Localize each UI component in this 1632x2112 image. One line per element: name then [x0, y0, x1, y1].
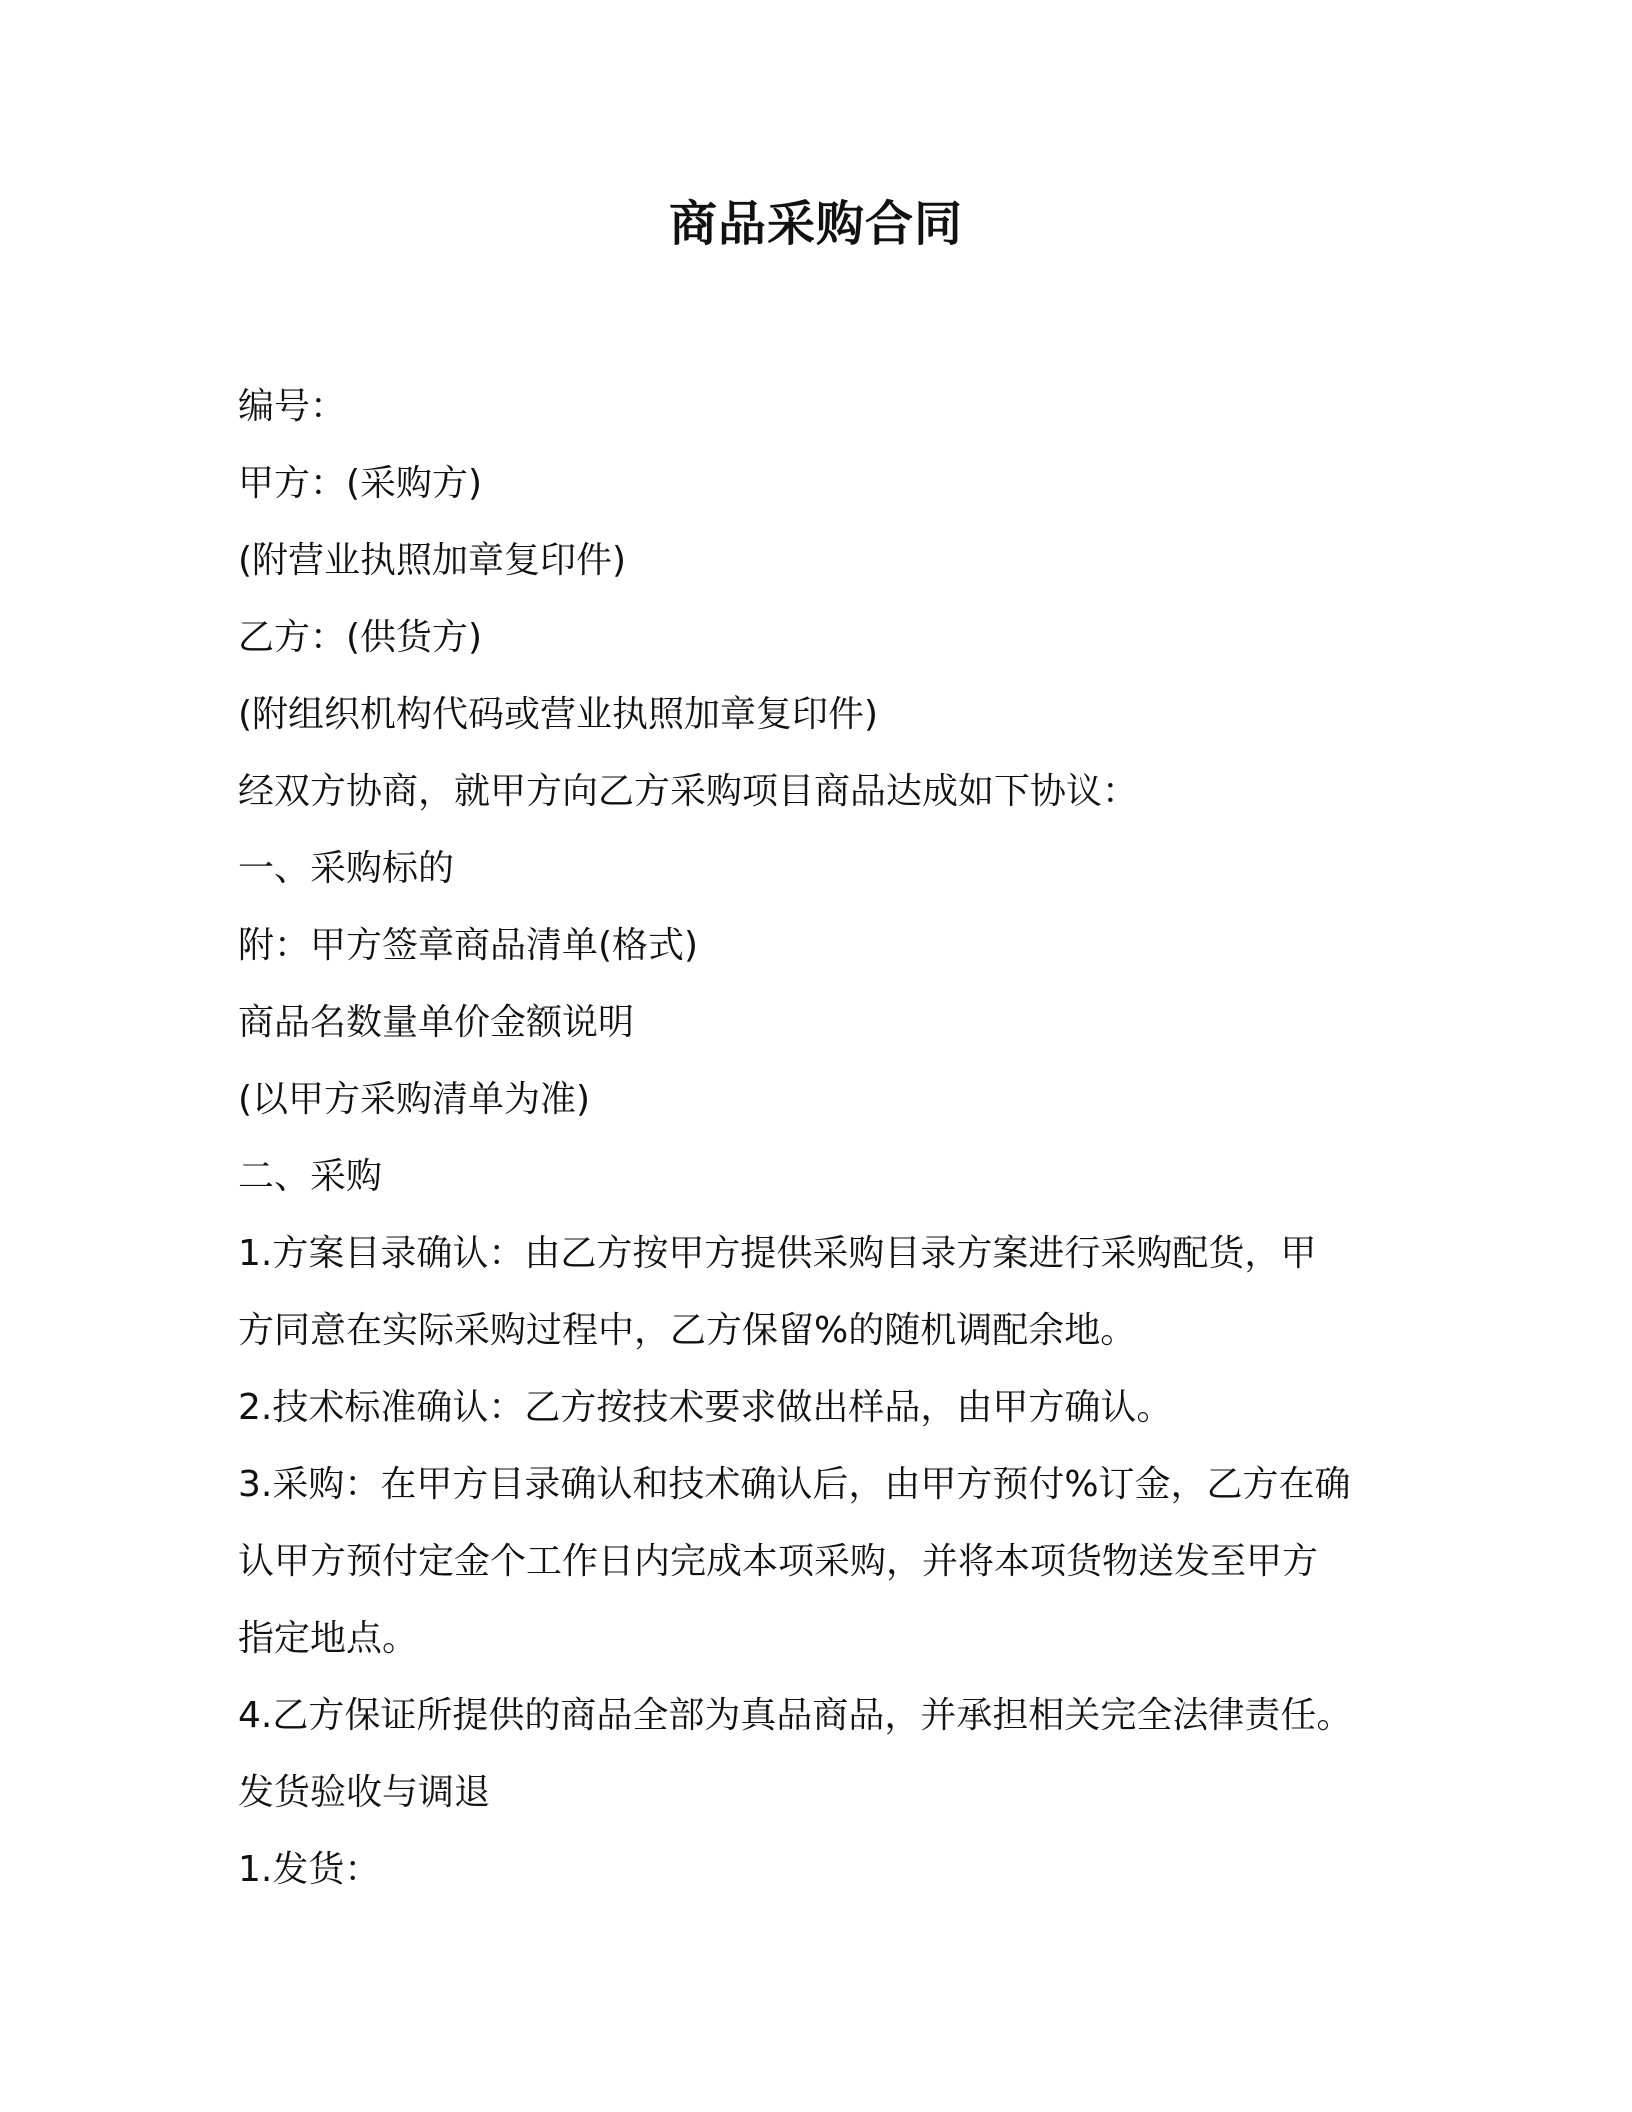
clause-3-line-2: 认甲方预付定金个工作日内完成本项采购，并将本项货物送发至甲方	[238, 1541, 1319, 1582]
contract-number-line: 编号：	[238, 386, 347, 427]
party-a-attachment-line: (附营业执照加章复印件)	[238, 540, 627, 581]
party-a-line: 甲方：(采购方)	[238, 463, 483, 504]
agreement-intro-line: 经双方协商，就甲方向乙方采购项目商品达成如下协议：	[238, 771, 1139, 812]
section-1-heading: 一、采购标的	[238, 848, 455, 889]
section-3-heading: 发货验收与调退	[238, 1772, 491, 1813]
party-b-attachment-line: (附组织机构代码或营业执照加章复印件)	[238, 694, 879, 735]
list-note-line: (以甲方采购清单为准)	[238, 1079, 591, 1120]
section-2-heading: 二、采购	[238, 1156, 383, 1197]
clause-1-line-2: 方同意在实际采购过程中，乙方保留%的随机调配余地。	[238, 1310, 1137, 1351]
delivery-clause-line: 1.发货：	[238, 1849, 381, 1890]
document-body	[238, 368, 1398, 1908]
clause-2-line: 2.技术标准确认：乙方按技术要求做出样品，由甲方确认。	[238, 1387, 1173, 1428]
clause-1-line-1: 1.方案目录确认：由乙方按甲方提供采购目录方案进行采购配货，甲	[238, 1233, 1317, 1274]
list-columns-line: 商品名数量单价金额说明	[238, 1002, 635, 1043]
clause-3-line-1: 3.采购：在甲方目录确认和技术确认后，由甲方预付%订金，乙方在确	[238, 1464, 1351, 1505]
party-b-line: 乙方：(供货方)	[238, 617, 483, 658]
document-title: 商品采购合同	[668, 196, 963, 252]
clause-4-line: 4.乙方保证所提供的商品全部为真品商品，并承担相关完全法律责任。	[238, 1695, 1353, 1736]
clause-3-line-3: 指定地点。	[238, 1618, 419, 1659]
attachment-list-line: 附：甲方签章商品清单(格式)	[238, 925, 699, 966]
